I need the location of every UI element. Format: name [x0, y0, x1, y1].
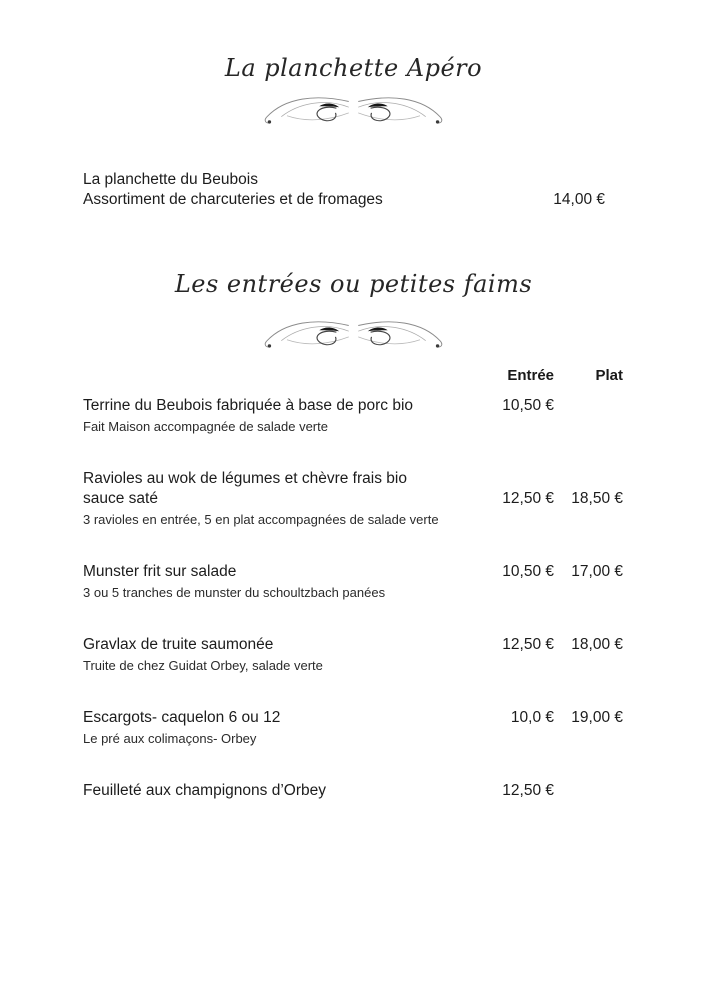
column-header-entree: Entrée [507, 367, 554, 384]
item-price-entree: 12,50 € [502, 636, 554, 653]
item-price-entree: 12,50 € [502, 782, 554, 799]
item-price-plat [554, 396, 623, 416]
item-description: Fait Maison accompagnée de salade verte [83, 419, 328, 434]
item-price-plat: 19,00 € [571, 709, 623, 726]
item-title-line2: Assortiment de charcuteries et de fromages [83, 191, 383, 208]
item-title: Feuilleté aux champignons d’Orbey [83, 782, 326, 799]
item-title: Ravioles au wok de légumes et chèvre frais bio [83, 470, 407, 487]
menu-item-row [83, 562, 623, 601]
menu-item-row [83, 781, 623, 801]
item-price-plat: 18,50 € [571, 490, 623, 507]
item-title: La planchette du Beubois [83, 171, 258, 188]
price-columns [488, 489, 623, 509]
section-title-entrees: Les entrées ou petites faims [174, 270, 533, 298]
column-header-plat: Plat [595, 367, 623, 384]
item-price-entree: 10,50 € [502, 563, 554, 580]
price-columns [488, 635, 623, 655]
item-description: 3 ou 5 tranches de munster du schoultzbach panées [83, 585, 386, 600]
item-price-plat [554, 781, 623, 801]
menu-item-row [83, 396, 623, 435]
menu-item-row [83, 170, 623, 210]
item-description: 3 ravioles en entrée, 5 en plat accompagnées de salade verte [83, 512, 439, 527]
section-title-apero: La planchette Apéro [224, 54, 483, 82]
item-price-entree: 10,50 € [502, 397, 554, 414]
item-price-plat: 18,00 € [571, 636, 623, 653]
item-title-line2: sauce saté [83, 490, 158, 507]
item-description: Truite de chez Guidat Orbey, salade verte [83, 658, 323, 673]
menu-item-row [83, 469, 623, 528]
menu-item-row [83, 708, 623, 747]
price-columns [488, 781, 623, 801]
menu-item-row [83, 635, 623, 674]
item-title: Terrine du Beubois fabriquée à base de porc bio [83, 397, 414, 414]
header-spacer [83, 366, 488, 386]
item-title: Munster frit sur salade [83, 563, 237, 580]
item-price-entree: 12,50 € [502, 490, 554, 507]
item-description: Le pré aux colimaçons- Orbey [83, 731, 257, 746]
price-columns [488, 190, 623, 210]
item-price-plat: 17,00 € [571, 563, 623, 580]
item-price: 14,00 € [553, 191, 605, 208]
flourish-divider-icon [256, 316, 451, 354]
item-title-block [83, 170, 488, 210]
price-columns [488, 396, 623, 416]
price-columns [488, 562, 623, 582]
item-title-block [83, 469, 488, 509]
price-column-headers [83, 366, 623, 386]
price-columns [488, 708, 623, 728]
flourish-divider-icon [256, 92, 451, 130]
item-title: Gravlax de truite saumonée [83, 636, 274, 653]
item-title: Escargots- caquelon 6 ou 12 [83, 709, 281, 726]
item-price-entree: 10,0 € [510, 709, 554, 726]
